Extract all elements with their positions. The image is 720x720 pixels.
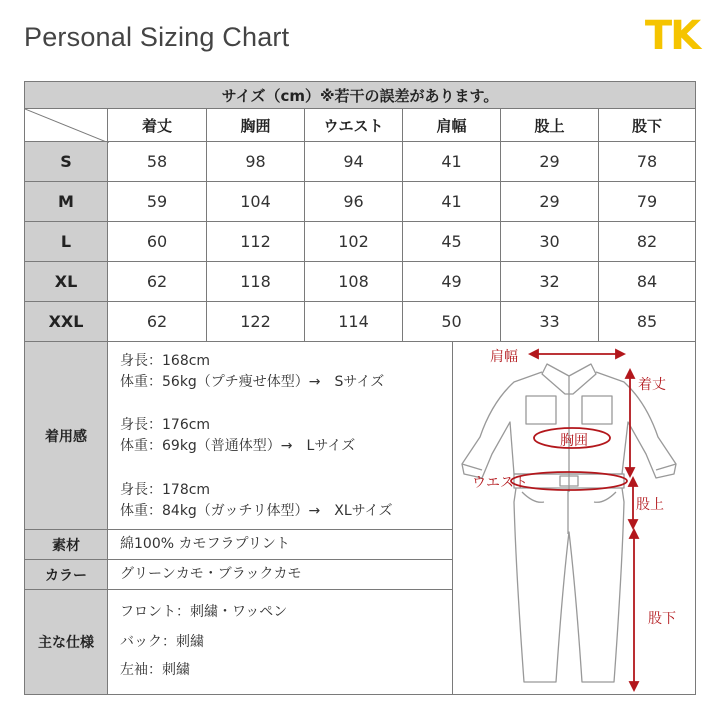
fit-height-3: 身長：178cm <box>120 482 211 498</box>
table-cell: 85 <box>598 301 696 342</box>
color-label: カラー <box>24 559 108 590</box>
column-header: ウエスト <box>304 108 403 142</box>
table-cell: 78 <box>598 141 696 182</box>
table-cell: 32 <box>500 261 599 302</box>
table-cell: 29 <box>500 181 599 222</box>
page-title: Personal Sizing Chart <box>24 22 290 52</box>
table-cell: 114 <box>304 301 403 342</box>
table-cell: 58 <box>107 141 207 182</box>
table-cell: 60 <box>107 221 207 262</box>
table-cell: 45 <box>402 221 501 262</box>
fit-weight-2: 体重：69kg（普通体型）→ Lサイズ <box>120 438 356 454</box>
fit-details <box>107 341 453 530</box>
corner-cell <box>24 108 108 142</box>
length-label: 着丈 <box>638 377 666 393</box>
table-cell: 84 <box>598 261 696 302</box>
inseam-label: 股下 <box>648 611 676 627</box>
table-cell: 102 <box>304 221 403 262</box>
waist-label: ウエスト <box>472 475 528 491</box>
material-label: 素材 <box>24 529 108 560</box>
table-cell: 79 <box>598 181 696 222</box>
fit-height-1: 身長：168cm <box>120 353 211 369</box>
table-caption: サイズ（cm）※若干の誤差があります。 <box>24 81 696 109</box>
table-cell: 94 <box>304 141 403 182</box>
column-header: 股上 <box>500 108 599 142</box>
table-cell: 112 <box>206 221 305 262</box>
fit-weight-3: 体重：84kg（ガッチリ体型）→ XLサイズ <box>120 503 393 519</box>
table-cell: 104 <box>206 181 305 222</box>
table-cell: 41 <box>402 141 501 182</box>
table-cell: 33 <box>500 301 599 342</box>
size-label: XXL <box>24 301 108 342</box>
column-header: 胸囲 <box>206 108 305 142</box>
spec-item: バック：刺繍 <box>120 634 204 650</box>
table-cell: 122 <box>206 301 305 342</box>
column-header: 肩幅 <box>402 108 501 142</box>
specs-details <box>107 589 453 695</box>
spec-item: フロント：刺繍・ワッペン <box>120 604 288 620</box>
table-cell: 62 <box>107 301 207 342</box>
fit-label: 着用感 <box>24 341 108 530</box>
table-cell: 50 <box>402 301 501 342</box>
table-cell: 118 <box>206 261 305 302</box>
fit-weight-1: 体重：56kg（プチ痩せ体型）→ Sサイズ <box>120 374 385 390</box>
table-cell: 30 <box>500 221 599 262</box>
table-cell: 59 <box>107 181 207 222</box>
size-label: L <box>24 221 108 262</box>
rise-label: 股上 <box>636 497 664 513</box>
table-cell: 108 <box>304 261 403 302</box>
chest-label: 胸囲 <box>560 433 588 449</box>
table-cell: 41 <box>402 181 501 222</box>
diagonal-line <box>25 109 109 143</box>
size-label: M <box>24 181 108 222</box>
table-cell: 82 <box>598 221 696 262</box>
coverall-illustration <box>452 342 696 695</box>
coverall-diagram <box>452 342 696 695</box>
shoulder-width-label: 肩幅 <box>490 349 518 365</box>
table-cell: 49 <box>402 261 501 302</box>
table-cell: 98 <box>206 141 305 182</box>
material-value: 綿100% カモフラプリント <box>107 529 453 560</box>
brand-logo: TK <box>644 13 700 59</box>
fit-height-2: 身長：176cm <box>120 417 211 433</box>
specs-label: 主な仕様 <box>24 589 108 695</box>
color-value: グリーンカモ・ブラックカモ <box>107 559 453 590</box>
spec-item: 左袖：刺繍 <box>120 662 190 678</box>
size-label: S <box>24 141 108 182</box>
table-cell: 96 <box>304 181 403 222</box>
table-cell: 62 <box>107 261 207 302</box>
column-header: 着丈 <box>107 108 207 142</box>
table-cell: 29 <box>500 141 599 182</box>
column-header: 股下 <box>598 108 696 142</box>
size-label: XL <box>24 261 108 302</box>
